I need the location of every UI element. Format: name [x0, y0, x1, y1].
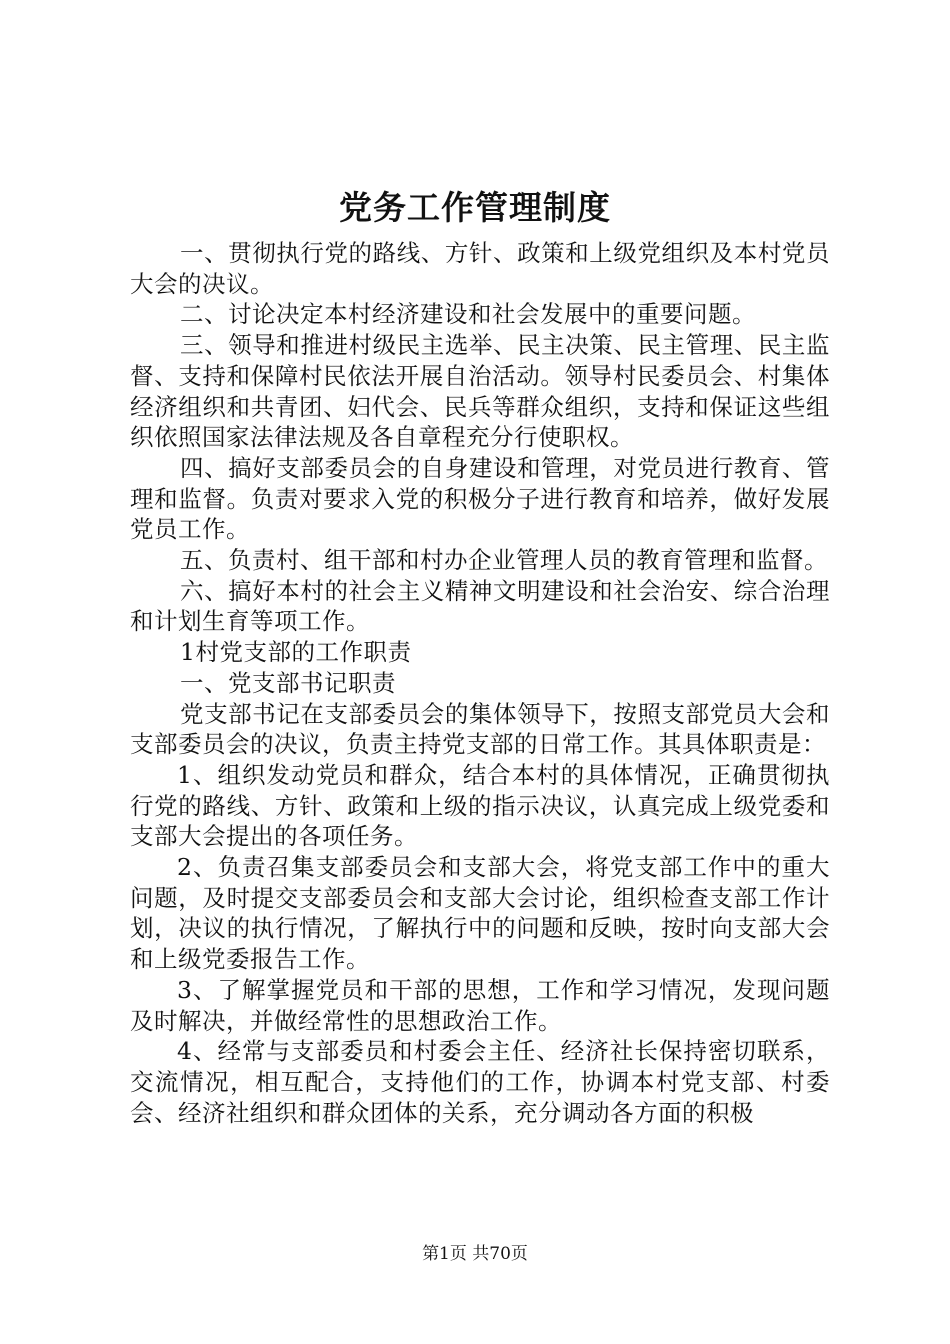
- list-item-1: 1、组织发动党员和群众，结合本村的具体情况，正确贯彻执行党的路线、方针、政策和上级的指示决议，认真完成上级党委和支部大会提出的各项任务。: [130, 760, 830, 851]
- paragraph-3: 三、领导和推进村级民主选举、民主决策、民主管理、民主监督、支持和保障村民依法开展自治活动。领导村民委员会、村集体经济组织和共青团、妇代会、民兵等群众组织，支持和保证这些组织依照国家法律法规及各自章程充分行使职权。: [130, 331, 830, 452]
- paragraph-7: 党支部书记在支部委员会的集体领导下，按照支部党员大会和支部委员会的决议，负责主持党支部的日常工作。其具体职责是：: [130, 699, 830, 759]
- paragraph-1: 一、贯彻执行党的路线、方针、政策和上级党组织及本村党员大会的决议。: [130, 239, 830, 298]
- document-title: 党务工作管理制度: [339, 188, 611, 227]
- section-heading-2: 一、党支部书记职责: [180, 668, 396, 697]
- list-item-2: 2、负责召集支部委员会和支部大会，将党支部工作中的重大问题，及时提交支部委员会和支部大会讨论，组织检查支部工作计划，决议的执行情况，了解执行中的问题和反映，按时向支部大会和上级党委报告工作。: [130, 853, 830, 974]
- paragraph-5: 五、负责村、组干部和村办企业管理人员的教育管理和监督。: [180, 546, 828, 575]
- document-body: [130, 238, 830, 1128]
- paragraph-4: 四、搞好支部委员会的自身建设和管理，对党员进行教育、管理和监督。负责对要求入党的积极分子进行教育和培养，做好发展党员工作。: [130, 453, 830, 544]
- paragraph-6: 六、搞好本村的社会主义精神文明建设和社会治安、综合治理和计划生育等项工作。: [130, 576, 830, 636]
- page-footer: 第1页 共70页: [422, 1244, 528, 1264]
- section-heading-1: 1村党支部的工作职责: [180, 638, 412, 667]
- paragraph-2: 二、讨论决定本村经济建设和社会发展中的重要问题。: [180, 300, 756, 329]
- list-item-4: 4、经常与支部委员和村委会主任、经济社长保持密切联系，交流情况，相互配合，支持他们的工作，协调本村党支部、村委会、经济社组织和群众团体的关系，充分调动各方面的积极: [130, 1037, 830, 1127]
- list-item-3: 3、了解掌握党员和干部的思想，工作和学习情况，发现问题及时解决，并做经常性的思想政治工作。: [130, 975, 830, 1035]
